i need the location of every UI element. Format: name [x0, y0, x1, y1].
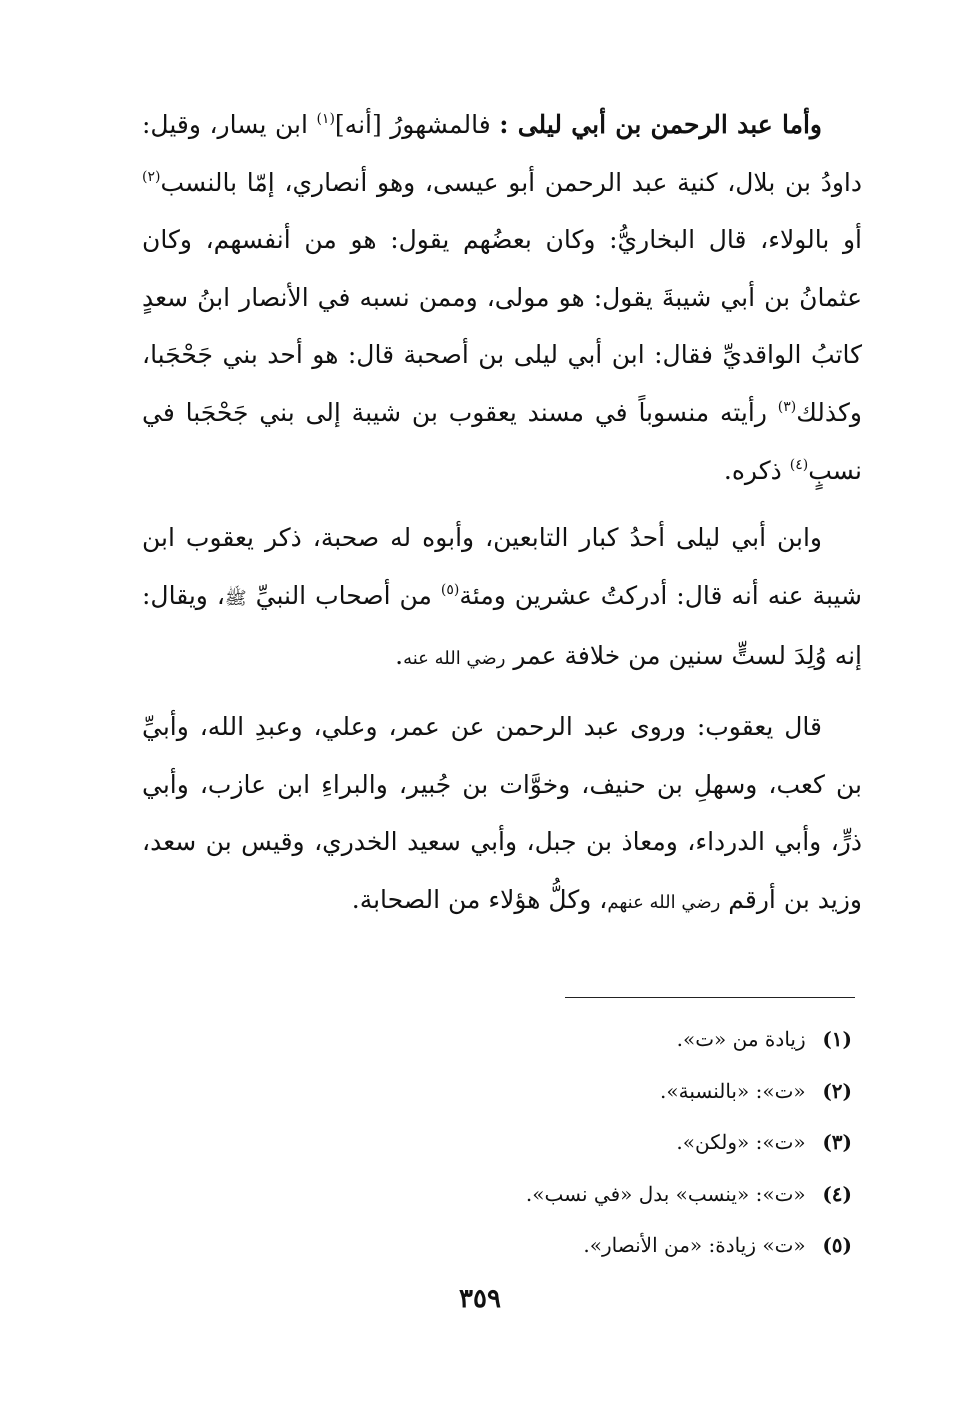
text-run: ، ويقال: إنه وُلِدَ لستٍّ سنين من خلافة عمر	[142, 580, 862, 671]
footnote-number: (٢)	[822, 1078, 852, 1103]
footnote-number: (٣)	[822, 1130, 852, 1154]
page-number: ٣٥٩	[459, 1284, 501, 1314]
text-run: قال يعقوب: وروى عبد الرحمن عن عمر، وعلي، وعبدِ الله، وأبيِّ بن كعب، وسهلِ بن حنيف، وخوَّات بن جُبير، والبراءِ ابن عازب، وأبي ذرٍّ، وأبي الدرداء، ومعاذ بن جبل، وأبي سعيد الخدري، وقيس بن سعد، وزيد بن أرقم	[142, 711, 862, 914]
footnote-ref-3[interactable]: (٣)	[777, 398, 797, 415]
footnote-ref-1[interactable]: (١)	[316, 111, 335, 127]
footnote-ref-5[interactable]: (٥)	[440, 581, 460, 598]
text-run: فالمشهورُ [أنه]	[334, 110, 500, 139]
footnote-number: (٥)	[822, 1233, 852, 1257]
text-run: ، وكلُّ هؤلاء من الصحابة.	[351, 884, 608, 914]
section-heading-name: وأما عبد الرحمن بن أبي ليلى :	[499, 110, 822, 139]
footnote-ref-4[interactable]: (٤)	[789, 456, 809, 473]
footnotes-list	[300, 1014, 852, 1272]
paragraph-1	[142, 96, 862, 499]
footnote-text: «ت»: «ينسب» بدل «في نسب».	[525, 1181, 806, 1206]
footnote-item	[300, 1066, 852, 1118]
honorific-radiallahu-anhu: رضي الله عنه	[403, 648, 506, 670]
honorific-radiallahu-anhum: رضي الله عنهم	[607, 891, 721, 913]
footnote-item	[300, 1117, 852, 1169]
footnote-text: «ت»: «ولكن».	[676, 1130, 806, 1154]
text-run: رأيته منسوباً في مسند يعقوب بن شيبة إلى بني جَحْجَبا في نسبٍ	[142, 397, 862, 485]
footnote-text: «ت» زيادة: «من الأنصار».	[583, 1233, 806, 1257]
text-run: من أصحاب النبيِّ	[246, 580, 441, 610]
footnote-number: (١)	[822, 1027, 852, 1051]
footnote-separator	[565, 997, 855, 998]
footnote-text: «ت»: «بالنسبة».	[660, 1078, 806, 1103]
footnote-item	[300, 1014, 852, 1066]
footnote-number: (٤)	[822, 1181, 852, 1206]
footnote-ref-2[interactable]: (٢)	[142, 168, 161, 185]
text-run: ابن يسار، وقيل: داودُ بن بلال، كنية عبد الرحمن أبو عيسى، وهو أنصاري، إمّا بالنسب	[142, 110, 862, 197]
text-run: وابن أبي ليلى أحدُ كبار التابعين، وأبوه له صحبة، ذكر يعقوب ابن شيبة عنه أنه قال: أدركتُ عشرين ومئة	[142, 523, 862, 610]
footnote-item	[300, 1169, 852, 1221]
paragraph-2	[142, 509, 862, 688]
text-run: ذكره.	[723, 455, 790, 485]
honorific-prophet: ﷺ	[224, 587, 247, 609]
footnote-text: زيادة من «ت».	[676, 1027, 806, 1051]
main-text	[142, 96, 862, 931]
footnote-item	[300, 1220, 852, 1272]
text-run: .	[395, 641, 404, 671]
paragraph-3	[142, 698, 862, 931]
text-run: أو بالولاء، قال البخاريُّ: وكان بعضُهم يقول: هو من أنفسهم، وكان عثمانُ بن أبي شيبةَ يقول: هو مولى، وممن نسبه في الأنصار ابنُ سعدٍ كاتبُ الواقديِّ فقال: ابن أبي ليلى بن أصحبة قال: هو أحد بني جَحْجَبا، وكذلك	[142, 225, 862, 427]
